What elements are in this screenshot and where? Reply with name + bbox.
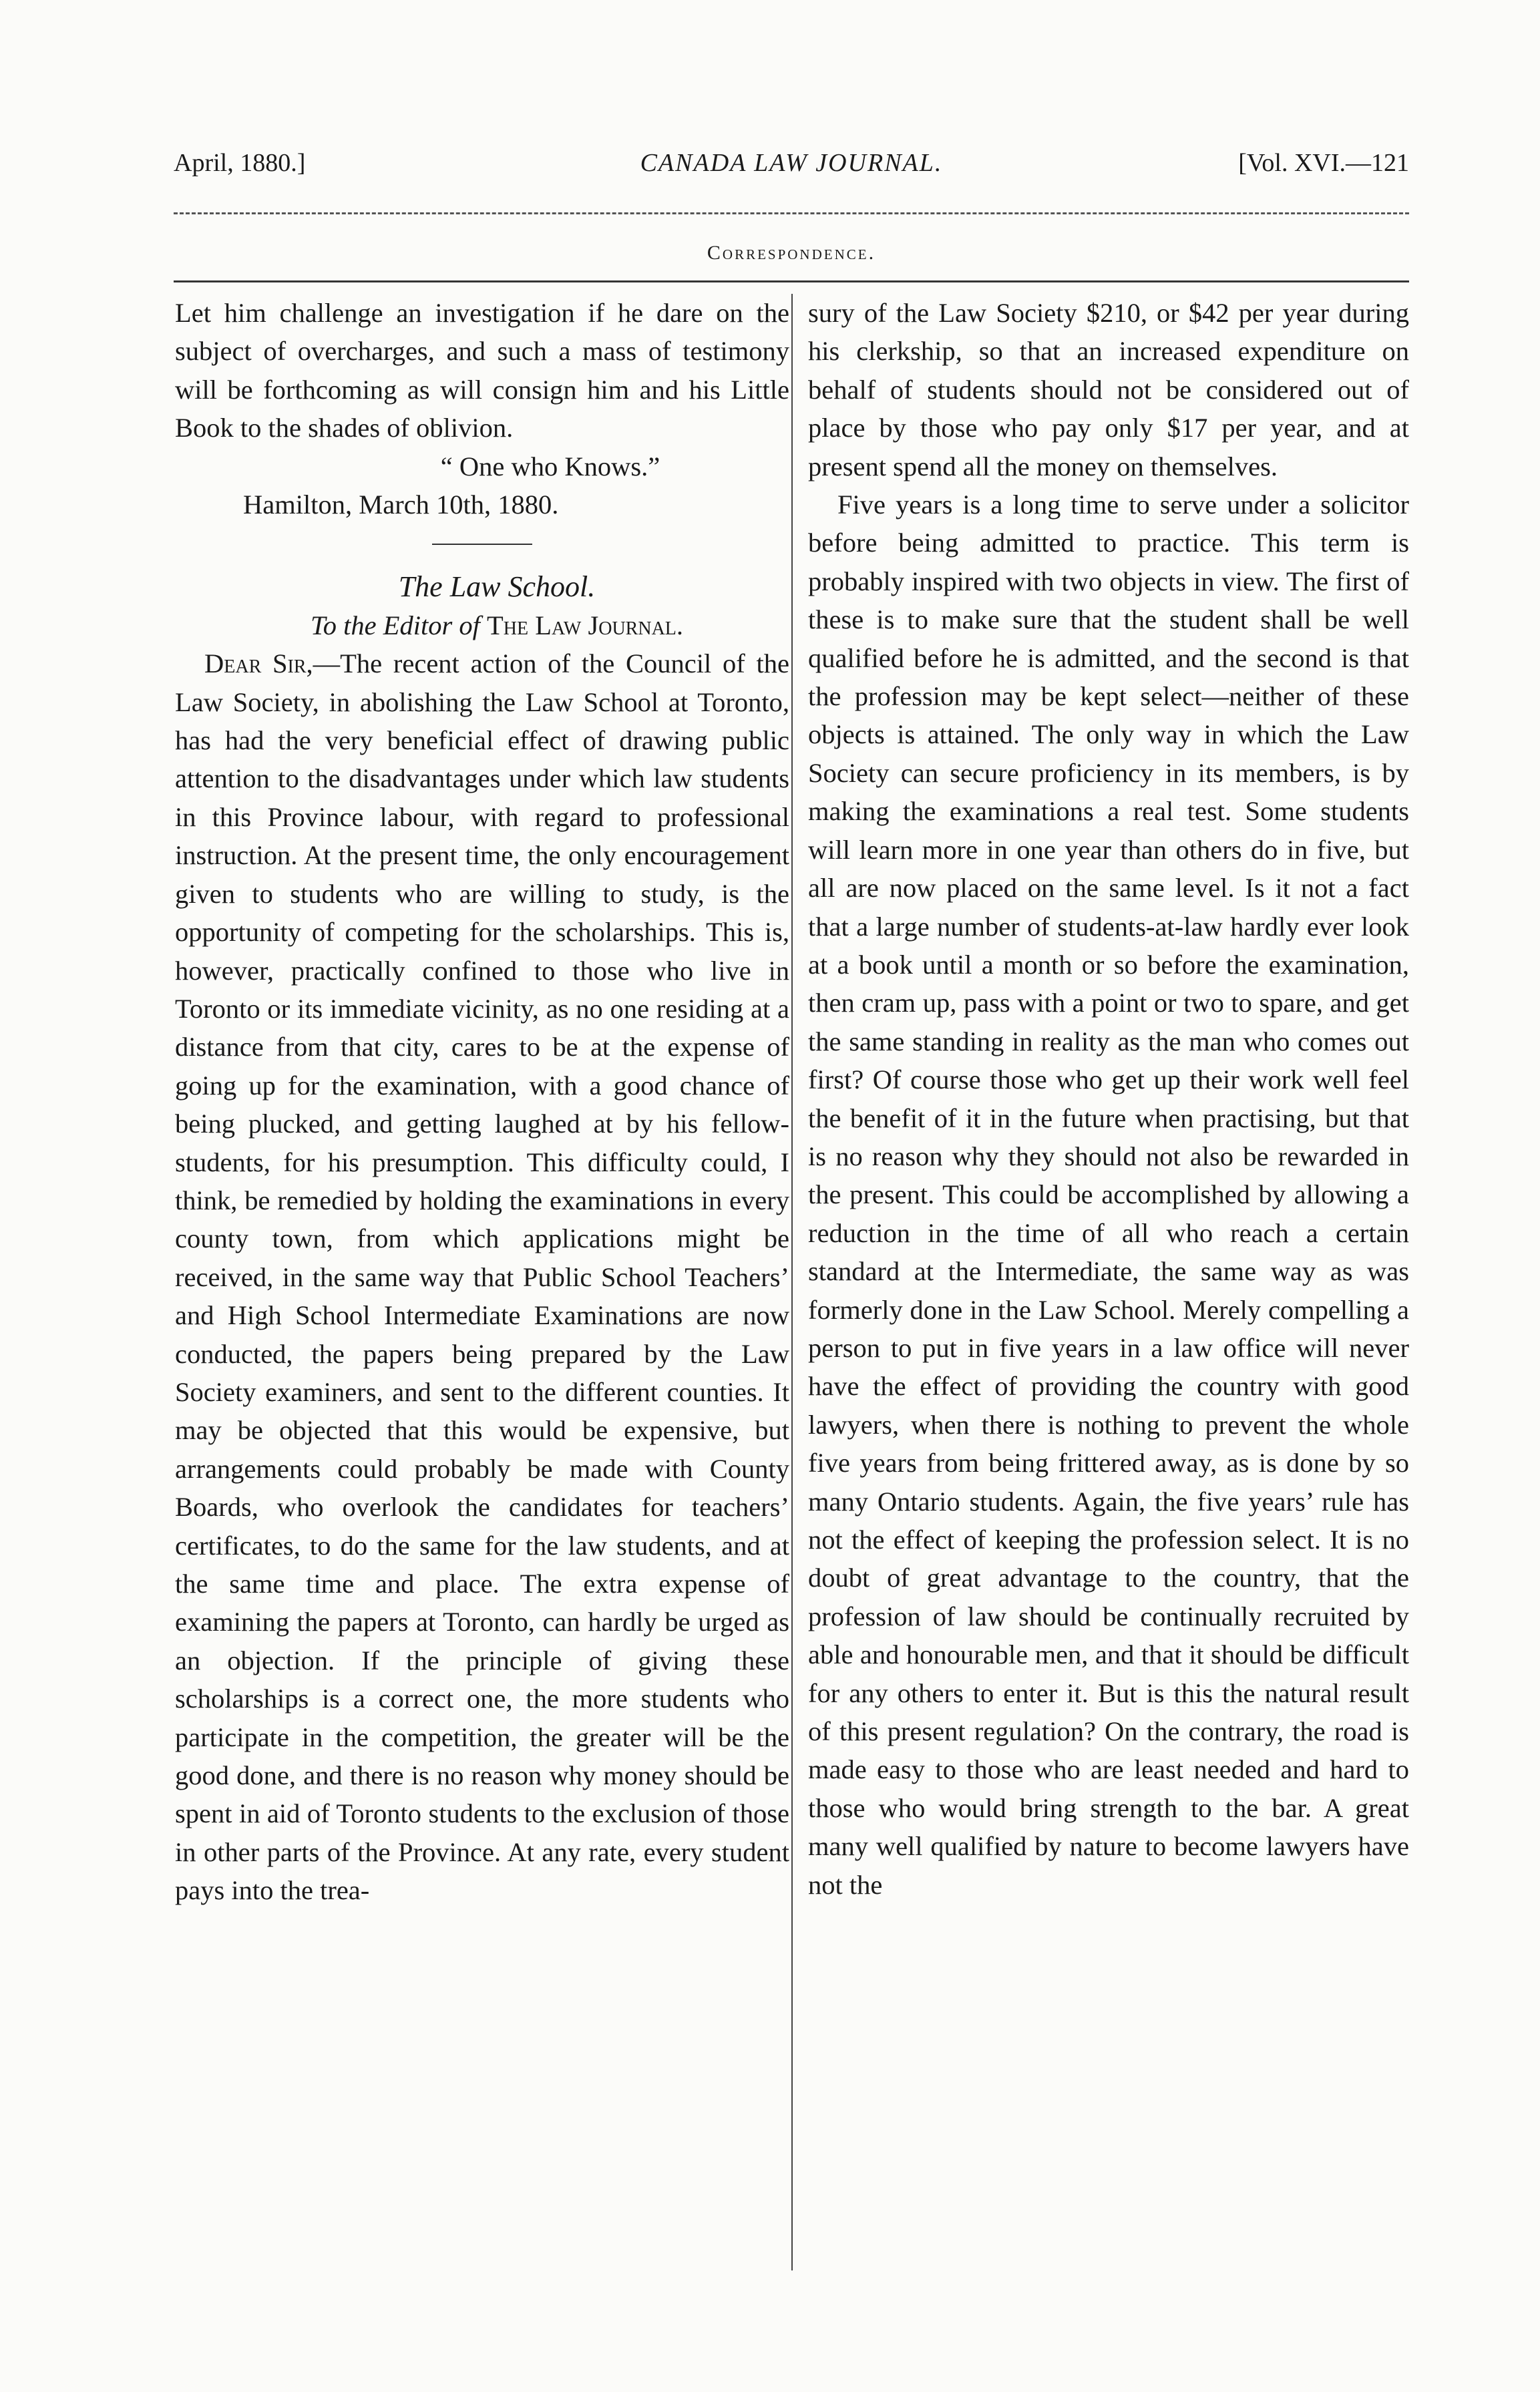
column-divider bbox=[791, 294, 793, 2270]
addressee-prefix: To the Editor of bbox=[310, 610, 480, 640]
running-header bbox=[174, 148, 1409, 188]
letter-dateline: Hamilton, March 10th, 1880. bbox=[243, 489, 559, 520]
right-paragraph-2: Five years is a long time to serve under a solicitor before being admitted to practice. This term is probably inspired with two objects in view. The first of these is to make sure that the student shall be well qualified before he is admitted, and the second is that the profession may be kept select—neither of these objects is attained. The only way in which the Law Society can secure proficiency in its members, is by making the examinations a real test. Some students will learn more in one year than others do in five, but all are now placed on the same level. Is it not a fact that a large number of students-at-law hardly ever look at a book until a month or so before the examination, then cram up, pass with a point or two to spare, and get the same standing in reality as the man who comes out first? Of course those who get up their work well feel the benefit of it in the future when practising, but that is no reason why they should not also be rewarded in the present. This could be accomplished by allowing a reduction in the time of all who reach a certain standard at the Intermediate, the same way as was formerly done in the Law School. Merely compelling a person to put in five years in a law office will never have the effect of providing the country with good lawyers, when there is nothing to prevent the whole five years from being frittered away, as is done by so many Ontario students. Again, the five years’ rule has not the effect of keeping the profession select. It is no doubt of great advantage to the country, that the profession of law should be continually recruited by able and honourable men, and that it should be difficult for any others to enter it. But is this the natural result of this present regulation? On the contrary, the road is made easy to those who are least needed and hard to those who would bring strength to the bar. A great many well qualified by nature to become lawyers have not the bbox=[808, 489, 1409, 1900]
letter-body-text: —The recent action of the Council of the Law Society, in abolishing the Law School at Toronto, has had the very beneficial effect of drawing public attention to the disadvantages under which law students in this Province labour, with regard to professional instruction. At the present time, the only encouragement given to students who are willing to study, is the opportunity of competing for the scholarships. This is, however, practically confined to those who live in Toronto or its immediate vicinity, as no one residing at a distance from that city, cares to be at the expense of going up for the examination, with a good chance of being plucked, and getting laughed at by his fellow-students, for his presumption. This difficulty could, I think, be remedied by holding the examinations in every county town, from which applications might be received, in the same way that Public School Teachers’ and High School Intermediate Examinations are now conducted, the papers being prepared by the Law Society examiners, and sent to the different counties. It may be objected that this would be expensive, but arrangements could probably be made with County Boards, who overlook the candidates for teachers’ certificates, to do the same for the law students, and at the same time and place. The extra expense of examining the papers at Toronto, can hardly be urged as an objection. If the principle of giving these scholarships is a correct one, the more students who participate in the competition, the greater will be the good done, and there is no reason why money should be spent in aid of Toronto students to the exclusion of those in other parts of the Province. At any rate, every student pays into the trea- bbox=[175, 648, 790, 1906]
salutation: Dear Sir, bbox=[204, 648, 313, 679]
header-volume: [Vol. XVI.—121 bbox=[1238, 149, 1409, 177]
addressee-journal: The Law Journal. bbox=[487, 610, 684, 640]
header-journal-title: CANADA LAW JOURNAL. bbox=[640, 149, 943, 177]
left-column bbox=[175, 294, 789, 1910]
article-separator bbox=[432, 544, 532, 545]
article-title: The Law School. bbox=[398, 570, 596, 604]
header-dashed-rule bbox=[174, 212, 1409, 214]
header-date: April, 1880.] bbox=[174, 149, 306, 177]
section-rule bbox=[174, 280, 1409, 282]
opening-paragraph: Let him challenge an investigation if he dare on the subject of overcharges, and such a mass of testimony will be forthcoming as will consign him and his Little Book to the shades of oblivion. bbox=[175, 298, 789, 443]
letter-signature: “ One who Knows.” bbox=[440, 451, 660, 481]
right-column bbox=[808, 294, 1409, 1904]
letter-body bbox=[175, 644, 789, 1909]
section-title: Correspondence. bbox=[707, 242, 876, 264]
addressee-line bbox=[175, 606, 789, 644]
right-paragraph-1: sury of the Law Society $210, or $42 per year during his clerkship, so that an increased expenditure on behalf of students should not be considered out of place by those who pay only $17 per year, and at present spend all the money on themselves. bbox=[808, 298, 1409, 481]
